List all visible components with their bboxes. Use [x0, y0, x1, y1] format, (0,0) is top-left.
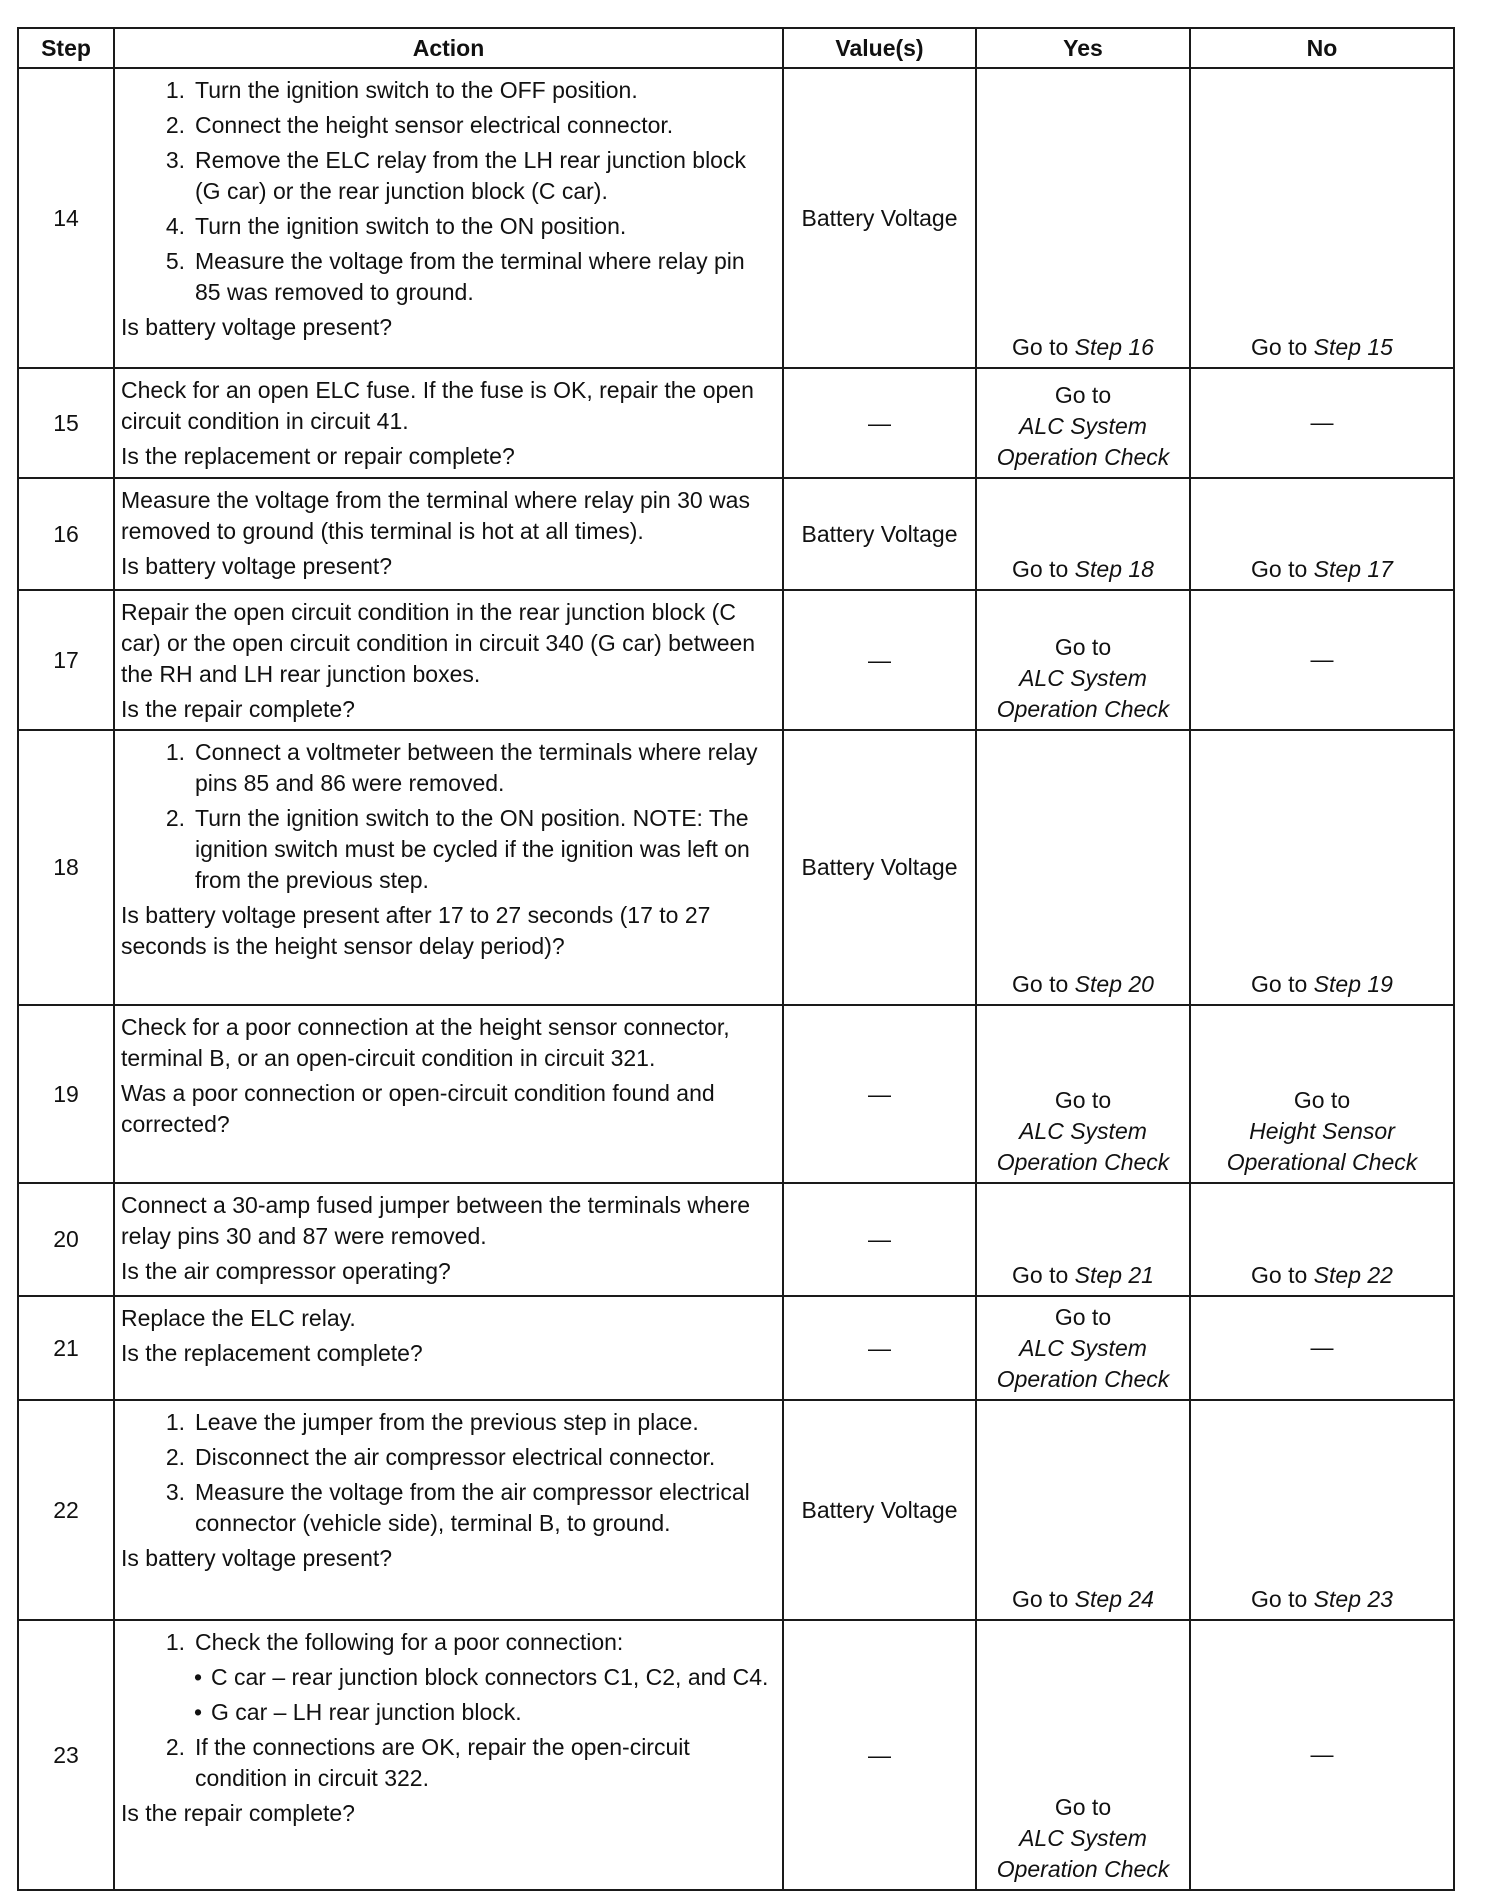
- bullet-item: • C car – rear junction block connectors C1, C2, and C4.: [193, 1664, 769, 1690]
- action-question: Is battery voltage present?: [121, 1545, 393, 1571]
- diagnostic-table: [17, 27, 1455, 1891]
- numbered-item: 2. Disconnect the air compressor electrical connector.: [165, 1444, 716, 1470]
- action-question: Is battery voltage present?: [121, 314, 393, 340]
- value-cell: —: [783, 1620, 976, 1890]
- no-cell: —: [1190, 1620, 1454, 1890]
- step-number: 17: [18, 590, 114, 730]
- value-cell: —: [783, 1005, 976, 1183]
- table-row: [18, 368, 1454, 478]
- table-row: [18, 68, 1454, 368]
- header-value: Value(s): [783, 28, 976, 68]
- action-question: Is the repair complete?: [121, 696, 355, 722]
- step-number: 21: [18, 1296, 114, 1400]
- action-question: Is the air compressor operating?: [121, 1258, 451, 1284]
- yes-cell: Go to ALC System Operation Check: [976, 1296, 1190, 1400]
- action-text: Replace the ELC relay.: [121, 1305, 356, 1331]
- yes-cell: Go to Step 21: [976, 1183, 1190, 1296]
- action-cell: [114, 478, 783, 590]
- numbered-item: 3. Remove the ELC relay from the LH rear junction block (G car) or the rear junction block (C car).: [165, 147, 746, 204]
- table-row: [18, 590, 1454, 730]
- table-row: [18, 730, 1454, 1005]
- action-cell: [114, 1296, 783, 1400]
- yes-cell: Go to ALC System Operation Check: [976, 368, 1190, 478]
- table-row: [18, 1400, 1454, 1620]
- header-yes: Yes: [976, 28, 1190, 68]
- numbered-item: 2. If the connections are OK, repair the open-circuit condition in circuit 322.: [165, 1734, 690, 1791]
- step-number: 23: [18, 1620, 114, 1890]
- action-text: Connect a 30-amp fused jumper between the terminals where relay pins 30 and 87 were removed.: [121, 1192, 751, 1249]
- action-cell: [114, 1400, 783, 1620]
- value-cell: Battery Voltage: [783, 68, 976, 368]
- table-row: [18, 478, 1454, 590]
- yes-cell: Go to Step 18: [976, 478, 1190, 590]
- numbered-item: 4. Turn the ignition switch to the ON position.: [165, 213, 627, 239]
- action-cell: [114, 368, 783, 478]
- action-cell: [114, 1183, 783, 1296]
- value-cell: —: [783, 590, 976, 730]
- action-text: Check for a poor connection at the height sensor connector, terminal B, or an open-circuit condition in circuit 321.: [121, 1014, 730, 1071]
- value-cell: —: [783, 1183, 976, 1296]
- numbered-item: 2. Connect the height sensor electrical connector.: [165, 112, 674, 138]
- action-text: Check for an open ELC fuse. If the fuse is OK, repair the open circuit condition in circuit 41.: [121, 377, 754, 434]
- no-cell: —: [1190, 368, 1454, 478]
- step-number: 19: [18, 1005, 114, 1183]
- value-cell: —: [783, 368, 976, 478]
- yes-cell: Go to ALC System Operation Check: [976, 1005, 1190, 1183]
- no-cell: Go to Step 17: [1190, 478, 1454, 590]
- step-number: 15: [18, 368, 114, 478]
- yes-cell: Go to ALC System Operation Check: [976, 1620, 1190, 1890]
- no-cell: Go to Step 19: [1190, 730, 1454, 1005]
- yes-cell: Go to ALC System Operation Check: [976, 590, 1190, 730]
- step-number: 22: [18, 1400, 114, 1620]
- value-cell: Battery Voltage: [783, 478, 976, 590]
- numbered-item: 1. Turn the ignition switch to the OFF position.: [165, 77, 638, 103]
- step-number: 16: [18, 478, 114, 590]
- header-step: Step: [18, 28, 114, 68]
- action-cell: [114, 730, 783, 1005]
- diagnostic-table-page: [17, 27, 1453, 1891]
- action-cell: [114, 1620, 783, 1890]
- numbered-item: 3. Measure the voltage from the air compressor electrical connector (vehicle side), terminal B, to ground.: [165, 1479, 750, 1536]
- step-number: 14: [18, 68, 114, 368]
- action-text: Measure the voltage from the terminal where relay pin 30 was removed to ground (this terminal is hot at all times).: [121, 487, 750, 544]
- action-question: Is the repair complete?: [121, 1800, 355, 1826]
- numbered-item: 2. Turn the ignition switch to the ON position. NOTE: The ignition switch must be cycled if the ignition was left on from the previous step.: [165, 805, 750, 893]
- no-cell: Go to Height Sensor Operational Check: [1190, 1005, 1454, 1183]
- numbered-item: 1. Check the following for a poor connection:: [165, 1629, 624, 1655]
- table-row: [18, 1183, 1454, 1296]
- value-cell: —: [783, 1296, 976, 1400]
- no-cell: —: [1190, 590, 1454, 730]
- action-question: Is battery voltage present after 17 to 27 seconds (17 to 27 seconds is the height sensor delay period)?: [121, 902, 711, 959]
- yes-cell: Go to Step 24: [976, 1400, 1190, 1620]
- header-no: No: [1190, 28, 1454, 68]
- bullet-item: • G car – LH rear junction block.: [193, 1699, 522, 1725]
- action-cell: [114, 1005, 783, 1183]
- yes-cell: Go to Step 20: [976, 730, 1190, 1005]
- no-cell: Go to Step 15: [1190, 68, 1454, 368]
- numbered-item: 1. Leave the jumper from the previous step in place.: [165, 1409, 699, 1435]
- value-cell: Battery Voltage: [783, 730, 976, 1005]
- table-row: [18, 1620, 1454, 1890]
- value-cell: Battery Voltage: [783, 1400, 976, 1620]
- yes-cell: Go to Step 16: [976, 68, 1190, 368]
- action-cell: [114, 68, 783, 368]
- action-question: Is battery voltage present?: [121, 553, 393, 579]
- no-cell: Go to Step 23: [1190, 1400, 1454, 1620]
- action-cell: [114, 590, 783, 730]
- step-number: 20: [18, 1183, 114, 1296]
- header-action: Action: [114, 28, 783, 68]
- no-cell: Go to Step 22: [1190, 1183, 1454, 1296]
- action-question: Is the replacement complete?: [121, 1340, 423, 1366]
- action-question: Is the replacement or repair complete?: [121, 443, 515, 469]
- action-text: Repair the open circuit condition in the rear junction block (C car) or the open circuit condition in circuit 340 (G car) between the RH and LH rear junction boxes.: [121, 599, 756, 687]
- table-row: [18, 1005, 1454, 1183]
- action-question: Was a poor connection or open-circuit condition found and corrected?: [121, 1080, 715, 1137]
- header-row: [18, 28, 1454, 68]
- step-number: 18: [18, 730, 114, 1005]
- numbered-item: 1. Connect a voltmeter between the terminals where relay pins 85 and 86 were removed.: [165, 739, 758, 796]
- table-row: [18, 1296, 1454, 1400]
- numbered-item: 5. Measure the voltage from the terminal where relay pin 85 was removed to ground.: [165, 248, 745, 305]
- no-cell: —: [1190, 1296, 1454, 1400]
